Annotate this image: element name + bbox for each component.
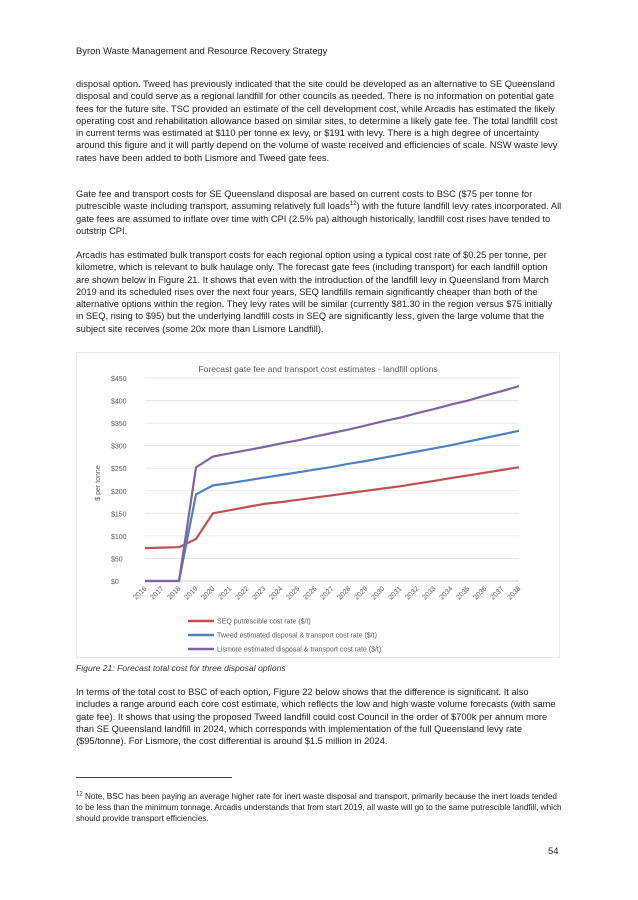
x-tick-label: 2024 bbox=[268, 585, 285, 602]
x-tick-label: 2028 bbox=[336, 585, 353, 602]
x-tick-label: 2030 bbox=[370, 585, 387, 602]
x-tick-label: 2035 bbox=[455, 585, 472, 602]
y-tick-label: $300 bbox=[111, 443, 127, 451]
x-tick-label: 2017 bbox=[149, 585, 166, 602]
legend-label-1: SEQ putrescible cost rate ($/t) bbox=[217, 618, 311, 626]
footnote bbox=[76, 791, 566, 824]
x-tick-label: 2038 bbox=[506, 585, 523, 602]
footnote-text: Note, BSC has been paying an average higher rate for inert waste disposal and transport, primarily because the inert loads tended to be less than the minimum tonnage. Arcadis understands that from start 2019, all waste will go to the same putrescible landfill, which should provide transport efficiencies. bbox=[76, 792, 562, 823]
footnote-reference[interactable]: 12 bbox=[349, 201, 357, 208]
x-tick-label: 2029 bbox=[353, 585, 370, 602]
paragraph-landfill-options: disposal option. Tweed has previously indicated that the site could be developed as an alternative to SE Queensland disposal and could serve as a regional landfill for other councils as needed. There is no information on potential gate fees for the future site. TSC provided an estimate of the cell development cost, while Arcadis has estimated the likely operating cost and rehabilitation allowance based on similar sites, to determine a likely gate fee. The total landfill cost in current terms was estimated at $110 per tonne ex levy, or $191 with levy. There is a high degree of uncertainty around this figure and it will partly depend on the volume of waste received and efficiencies of scale. NSW waste levy rates have been added to both Lismore and Tweed gate fees. bbox=[76, 79, 558, 163]
series-line-3 bbox=[145, 386, 519, 581]
x-tick-label: 2034 bbox=[438, 585, 455, 602]
x-tick-label: 2037 bbox=[489, 585, 506, 602]
paragraph-seq-costs bbox=[76, 188, 562, 237]
legend-label-3: Lismore estimated disposal & transport cost rate ($/t) bbox=[217, 646, 382, 654]
paragraph-transport-costs: Arcadis has estimated bulk transport costs for each regional option using a typical cost rate of $0.25 per tonne, per kilometre, which is relevant to bulk haulage only. The forecast gate fees (including transport) for each landfill option are shown below in Figure 21. It shows that even with the introduction of the landfill levy in Queensland from March 2019 and its scheduled rises over the next four years, SEQ landfills remain significantly cheaper than both of the alternative options within the region. They levy rates will be similar (currently $81.30 in the region versus $75 initially in SEQ, rising to $95) but the underlying landfill costs in SEQ are significantly less, given the large volume that the subject site receives (some 20x more than Lismore Landfill). bbox=[76, 250, 553, 334]
x-tick-label: 2021 bbox=[217, 585, 234, 602]
y-tick-label: $250 bbox=[111, 466, 127, 474]
footnote-marker: 12 bbox=[76, 791, 83, 798]
x-tick-label: 2026 bbox=[302, 585, 319, 602]
figure-caption: Figure 21: Forecast total cost for three disposal options bbox=[76, 663, 286, 673]
x-tick-label: 2036 bbox=[472, 585, 489, 602]
legend-label-2: Tweed estimated disposal & transport cost rate ($/t) bbox=[217, 632, 377, 640]
footnote-divider bbox=[76, 777, 232, 778]
y-tick-label: $400 bbox=[111, 398, 127, 406]
x-tick-label: 2033 bbox=[421, 585, 438, 602]
y-tick-label: $200 bbox=[111, 488, 127, 496]
x-tick-label: 2016 bbox=[132, 585, 149, 602]
y-tick-label: $350 bbox=[111, 421, 127, 429]
page-number: 54 bbox=[548, 845, 559, 856]
forecast-cost-chart bbox=[76, 352, 560, 658]
y-tick-label: $150 bbox=[111, 511, 127, 519]
x-tick-label: 2022 bbox=[234, 585, 251, 602]
chart-gridlines bbox=[145, 378, 519, 581]
x-tick-label: 2023 bbox=[251, 585, 268, 602]
chart-series-lines bbox=[145, 386, 519, 581]
x-tick-label: 2027 bbox=[319, 585, 336, 602]
paragraph-seq-costs-part2: ) with the future landfill levy rates incorporated. All gate fees are assumed to inflate over time with CPI (2.5% pa) although historically, landfill cost rises have tended to outstrip CPI. bbox=[76, 201, 562, 236]
x-tick-label: 2025 bbox=[285, 585, 302, 602]
chart-y-ticks bbox=[111, 376, 127, 586]
x-tick-label: 2031 bbox=[387, 585, 404, 602]
x-tick-label: 2020 bbox=[200, 585, 217, 602]
y-tick-label: $100 bbox=[111, 533, 127, 541]
paragraph-seq-costs-part1: Gate fee and transport costs for SE Queensland disposal are based on current costs to BSC ($75 per tonne for putrescible waste including transport, assuming relatively full loads bbox=[76, 189, 533, 212]
chart-legend bbox=[188, 619, 381, 654]
paragraph-total-cost: In terms of the total cost to BSC of each option, Figure 22 below shows that the difference is significant. It also includes a range around each core cost estimate, which reflects the low and high waste volume forecasts (with same gate fee). It shows that using the proposed Tweed landfill could cost Council in the order of $700k per annum more than SE Queensland landfill in 2024, which corresponds with implementation of the full Queensland levy rate ($95/tonne). For Lismore, the cost differential is around $1.5 million in 2024. bbox=[76, 687, 556, 747]
page-header-title: Byron Waste Management and Resource Recovery Strategy bbox=[76, 45, 328, 56]
y-tick-label: $50 bbox=[111, 556, 123, 564]
x-tick-label: 2018 bbox=[166, 585, 183, 602]
x-tick-label: 2019 bbox=[183, 585, 200, 602]
y-tick-label: $450 bbox=[111, 376, 127, 383]
chart-svg bbox=[77, 353, 559, 657]
chart-x-ticks bbox=[132, 585, 522, 601]
chart-title: Forecast gate fee and transport cost estimates - landfill options bbox=[198, 364, 438, 374]
x-tick-label: 2032 bbox=[404, 585, 421, 602]
chart-y-axis-label: $ per tonne bbox=[95, 465, 102, 501]
y-tick-label: $0 bbox=[111, 579, 119, 586]
